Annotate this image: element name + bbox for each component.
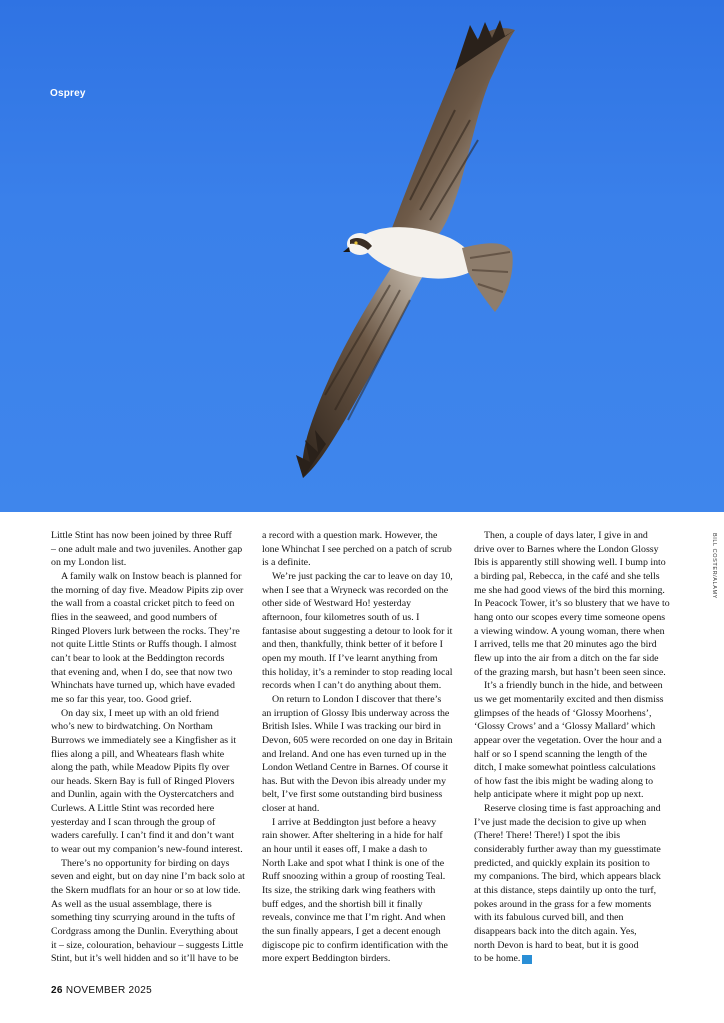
text-line: along the path, while Meadow Pipits fly over bbox=[51, 762, 230, 774]
text-line: hang onto our scopes every time someone opens bbox=[474, 611, 666, 623]
text-line: and Dunlin, again with the Oystercatchers and bbox=[51, 789, 234, 801]
text-line: buff edges, and the shortish bill it finally bbox=[262, 898, 423, 910]
paragraph bbox=[474, 529, 676, 679]
text-line: it – size, colouration, behaviour – suggests Little bbox=[51, 939, 244, 951]
text-line: Its size, the striking dark wing feathers with bbox=[262, 885, 436, 897]
text-line: my companions. The bird, which appears black bbox=[474, 871, 661, 883]
article-column-2 bbox=[262, 529, 464, 966]
text-line: Then, a couple of days later, I give in and bbox=[484, 530, 648, 541]
text-line: A family walk on Instow beach is planned for bbox=[61, 570, 242, 582]
text-line: a viewing window. A young woman, there when bbox=[474, 625, 665, 637]
paragraph bbox=[51, 857, 253, 966]
text-line: Devon, 605 were recorded on one day in Britain bbox=[262, 734, 453, 746]
text-line: me she had good views of the bird this morning. bbox=[474, 584, 665, 596]
text-line: help anticipate where it might pop up next. bbox=[474, 789, 644, 801]
paragraph bbox=[262, 816, 464, 966]
text-line: Ibis is apparently still showing well. I bump into bbox=[474, 557, 666, 569]
text-line: seven and eight, but on day nine I’m back solo at bbox=[51, 871, 245, 883]
text-line: flies along a pill, and Wheatears flash white bbox=[51, 748, 225, 760]
article-column-3 bbox=[474, 529, 676, 966]
text-line: the wall from a coastal cricket pitch to feed on bbox=[51, 598, 235, 610]
text-line: on my London list. bbox=[51, 557, 127, 569]
text-line: is a definite. bbox=[262, 557, 311, 569]
text-line: other side of Westward Ho! yesterday bbox=[262, 598, 412, 610]
text-line: with its fabulous curved bill, and then bbox=[474, 912, 624, 924]
text-line: our heads. Skern Bay is full of Ringed Plovers bbox=[51, 775, 235, 787]
paragraph bbox=[51, 570, 253, 707]
text-line: Cordgrass among the Dunlin. Everything about bbox=[51, 926, 239, 938]
text-line: and then, thankfully, think better of it before I bbox=[262, 639, 443, 651]
text-line: who’s new to birdwatching. On Northam bbox=[51, 721, 213, 733]
text-line: the morning of day five. Meadow Pipits zip over bbox=[51, 584, 244, 596]
paragraph bbox=[474, 802, 676, 966]
text-line: us we get momentarily excited and then dismiss bbox=[474, 693, 664, 705]
text-line: me so far this year, too. Good grief. bbox=[51, 693, 192, 705]
text-line: north Devon is hard to beat, but it is good bbox=[474, 939, 639, 951]
text-line: fantasise about suggesting a detour to look for it bbox=[262, 625, 453, 637]
text-line: the Skern mudflats for an hour or so at low tide. bbox=[51, 885, 241, 897]
text-line: As well as the usual assemblage, there is bbox=[51, 898, 212, 910]
text-line: drive over to Barnes where the London Glossy bbox=[474, 543, 659, 555]
text-line: waders carefully. I can’t find it and don’t want bbox=[51, 830, 234, 842]
text-line: London Wetland Centre in Barnes. Of course it bbox=[262, 762, 449, 774]
text-line: half or so I spend scanning the length of the bbox=[474, 748, 648, 760]
text-line: flew up into the air from a ditch on the far side bbox=[474, 652, 659, 664]
text-line: On return to London I discover that there’s bbox=[272, 693, 442, 705]
text-line: reveals, convince me that I’m right. And when bbox=[262, 912, 446, 924]
text-line: when I see that a Wryneck was recorded on the bbox=[262, 584, 449, 596]
text-line: can’t bear to look at the Beddington records bbox=[51, 652, 225, 664]
text-line: records when I can’t do anything about them. bbox=[262, 680, 442, 692]
text-line: In Peacock Tower, it’s so blustery that we have to bbox=[474, 598, 670, 610]
text-line: lone Whinchat I see perched on a patch of scrub bbox=[262, 543, 452, 555]
text-line: ditch, I make somewhat pointless calculations bbox=[474, 762, 656, 774]
text-line: closer at hand. bbox=[262, 803, 320, 815]
text-line: glimpses of the heads of ‘Glossy Moorhens’, bbox=[474, 707, 652, 719]
text-line: Curlews. A Little Stint was recorded here bbox=[51, 803, 215, 815]
text-line: North Lake and spot what I think is one of the bbox=[262, 857, 445, 869]
text-line: that evening and, when I do, see that now two bbox=[51, 666, 233, 678]
text-line: not quite Little Stints or Ruffs though. I almost bbox=[51, 639, 237, 651]
text-line: There’s no opportunity for birding on days bbox=[61, 857, 230, 869]
text-line: a record with a question mark. However, the bbox=[262, 530, 438, 541]
text-line: Ringed Plovers lurk between the rocks. They’re bbox=[51, 625, 240, 637]
text-line: rain shower. After sheltering in a hide for half bbox=[262, 830, 443, 842]
text-line: an irruption of Glossy Ibis underway across the bbox=[262, 707, 450, 719]
text-line: more expert Beddington birders. bbox=[262, 953, 391, 965]
page-number: 26 bbox=[51, 985, 63, 996]
text-line: – one adult male and two juveniles. Another gap bbox=[51, 543, 243, 555]
paragraph bbox=[51, 529, 253, 570]
photo-credit: BILL COSTER/ALAMY bbox=[711, 533, 717, 599]
issue-date: NOVEMBER 2025 bbox=[65, 985, 152, 996]
photo-caption: Osprey bbox=[50, 88, 86, 99]
text-line: I arrive at Beddington just before a heavy bbox=[272, 816, 437, 828]
text-line: the sun finally appears, I get a decent enough bbox=[262, 926, 441, 938]
text-line: We’re just packing the car to leave on day 10, bbox=[272, 570, 453, 582]
text-line: Stint, but it’s well hidden and so it’ll have to be bbox=[51, 953, 239, 965]
text-line: open my mouth. If I’ve learnt anything from bbox=[262, 652, 438, 664]
text-line: appear over the vegetation. Over the hour and a bbox=[474, 734, 662, 746]
paragraph bbox=[474, 679, 676, 802]
text-line: ‘Glossy Crows’ and a ‘Glossy Mallard’ which bbox=[474, 721, 656, 733]
text-line: predicted, and quickly explain its position to bbox=[474, 857, 650, 869]
text-line: at this distance, steps daintily up onto the turf, bbox=[474, 885, 657, 897]
text-line: Ruff snoozing within a group of roosting Teal. bbox=[262, 871, 446, 883]
paragraph bbox=[262, 693, 464, 816]
text-line: Little Stint has now been joined by three Ruff bbox=[51, 530, 232, 541]
text-line: and Ireland. And one has even turned up in the bbox=[262, 748, 447, 760]
text-line: digiscope pic to confirm identification with the bbox=[262, 939, 448, 951]
text-line: of the grazing marsh, but hasn’t been seen since. bbox=[474, 666, 666, 678]
text-line: considerably further away than my guesstimate bbox=[474, 844, 661, 856]
article-column-1 bbox=[51, 529, 253, 966]
text-line: has. But with the Devon ibis already under my bbox=[262, 775, 447, 787]
text-line: belt, I’ve first some outstanding bird business bbox=[262, 789, 443, 801]
text-line: British Isles. While I was tracking our bird in bbox=[262, 721, 441, 733]
text-line: (There! There! There!) I spot the ibis bbox=[474, 830, 621, 842]
paragraph bbox=[51, 707, 253, 857]
text-line: disappears back into the ditch again. Yes, bbox=[474, 926, 637, 938]
text-line: of how fast the ibis might be wading along to bbox=[474, 775, 654, 787]
text-line: Reserve closing time is fast approaching and bbox=[484, 803, 661, 815]
page-footer bbox=[51, 985, 152, 996]
text-line: yesterday and I scan through the group of bbox=[51, 816, 216, 828]
text-line: to wear out my companion’s new-found interest. bbox=[51, 844, 243, 856]
text-line: something tiny scurrying around in the tufts of bbox=[51, 912, 236, 924]
text-line: On day six, I meet up with an old friend bbox=[61, 707, 219, 719]
paragraph bbox=[262, 570, 464, 693]
text-line: I’ve just made the decision to give up when bbox=[474, 816, 647, 828]
text-line: a birding pal, Rebecca, in the café and she tells bbox=[474, 570, 660, 582]
text-line: an hour until it eases off, I make a dash to bbox=[262, 844, 428, 856]
text-line: to be home. bbox=[474, 953, 521, 965]
text-line: pokes around in the grass for a few moments bbox=[474, 898, 652, 910]
text-line: afternoon, four kilometres south of us. I bbox=[262, 611, 420, 623]
paragraph bbox=[262, 529, 464, 570]
text-line: Burrows we immediately see a Kingfisher as it bbox=[51, 734, 237, 746]
end-mark-icon: BW bbox=[522, 955, 532, 964]
text-line: Whinchats have turned up, which have evaded bbox=[51, 680, 235, 692]
text-line: I arrived, tells me that 20 minutes ago the bird bbox=[474, 639, 657, 651]
text-line: It’s a friendly bunch in the hide, and between bbox=[484, 680, 663, 692]
text-line: flies in the seaweed, and good numbers of bbox=[51, 611, 218, 623]
text-line: this holiday, it’s a reminder to stop reading local bbox=[262, 666, 453, 678]
